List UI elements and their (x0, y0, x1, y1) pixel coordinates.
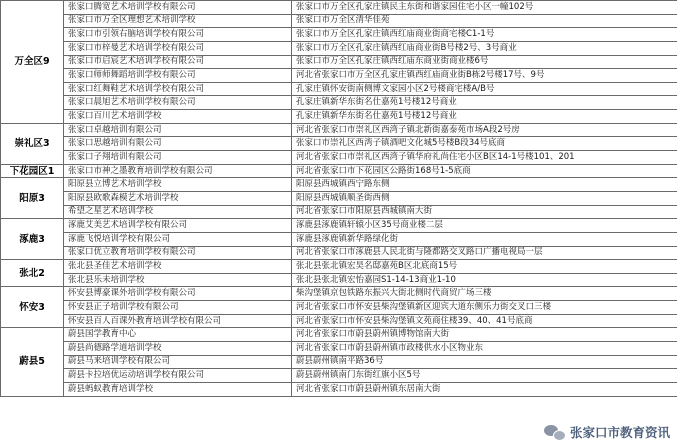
district-cell: 蔚县5 (1, 328, 64, 396)
school-name-cell: 张家口晨旭艺术培训学校有限公司 (64, 96, 292, 110)
table-row (1, 137, 677, 151)
table-row (1, 151, 677, 165)
school-name-cell: 张家口市启宸艺术培训学校有限公司 (64, 55, 292, 69)
table-row (1, 178, 677, 192)
table-row (1, 314, 677, 328)
address-cell: 河北省张家口市蔚县蔚州镇东居南大街 (292, 382, 677, 396)
table-row (1, 287, 677, 301)
address-cell: 张家口市万全区孔家庄镇西红庙商业街B号楼2号、3号商业 (292, 41, 677, 55)
address-cell: 张家口市万全区孔家庄镇西红庙东商业街商业楼6号 (292, 55, 677, 69)
address-cell: 蔚县蔚州镇南门东街红旗小区5号 (292, 369, 677, 383)
school-name-cell: 蔚县马来培训学校有限公司 (64, 355, 292, 369)
address-cell: 张家口市崇礼区西湾子镇酒吧文化城5号楼B段34号底商 (292, 137, 677, 151)
district-cell: 万全区9 (1, 1, 64, 124)
address-cell: 张家口市万全区孔家庄镇民主东街和谐家园住宅小区一幢102号 (292, 1, 677, 15)
school-name-cell: 阳原县欧歌森模艺术培训学校 (64, 191, 292, 205)
table-row (1, 232, 677, 246)
table-row (1, 1, 677, 15)
table-row (1, 219, 677, 233)
table-row (1, 123, 677, 137)
school-name-cell: 希望之星艺术培训学校 (64, 205, 292, 219)
address-cell: 涿鹿县涿鹿镇轩辕小区35号商业楼二层 (292, 219, 677, 233)
school-name-cell: 张家口卓越培训有限公司 (64, 123, 292, 137)
table-row (1, 246, 677, 260)
school-name-cell: 张家口子翔培训有限公司 (64, 151, 292, 165)
address-cell: 河北省张家口市崇礼区西湾子镇北新街嘉泰苑市场A段2号房 (292, 123, 677, 137)
table-row (1, 69, 677, 83)
district-cell: 下花园区1 (1, 164, 64, 178)
school-table-body (1, 1, 677, 397)
address-cell: 河北省张家口市怀安县柴沟堡镇文苑商住楼39、40、41号底商 (292, 314, 677, 328)
address-cell: 蔚县蔚州镇南平路36号 (292, 355, 677, 369)
address-cell: 河北省张家口市崇礼区西湾子镇华府礼尚住宅小区B区14-1号楼101、201 (292, 151, 677, 165)
table-row (1, 55, 677, 69)
table-row (1, 342, 677, 356)
table-row (1, 28, 677, 42)
table-row (1, 110, 677, 124)
table-row (1, 14, 677, 28)
address-cell: 河北省张家口市蔚县蔚州镇市政楼供水小区物业东 (292, 342, 677, 356)
district-cell: 崇礼区3 (1, 123, 64, 164)
address-cell: 孔家庄镇新华东街名仕嘉苑1号楼12号商业 (292, 96, 677, 110)
table-row (1, 164, 677, 178)
address-cell: 张家口市万全区清华佳苑 (292, 14, 677, 28)
table-row (1, 382, 677, 396)
address-cell: 河北省张家口市涿鹿县人民北街与隆都路交叉路口广播电视局一层 (292, 246, 677, 260)
school-name-cell: 蔚县卡拉培优运动培训学校有限公司 (64, 369, 292, 383)
table-row (1, 82, 677, 96)
table-row (1, 96, 677, 110)
table-row (1, 355, 677, 369)
table-row (1, 260, 677, 274)
table-row (1, 273, 677, 287)
address-cell: 河北省张家口市阳原县西城镇南大街 (292, 205, 677, 219)
school-name-cell: 张家口红舞鞋艺术培训学校有限公司 (64, 82, 292, 96)
address-cell: 河北省张家口市下花园区公路街168号1-5底商 (292, 164, 677, 178)
address-cell: 涿鹿县涿鹿镇新华路绿化街 (292, 232, 677, 246)
school-name-cell: 张家口百川艺术培训学校 (64, 110, 292, 124)
table-row (1, 369, 677, 383)
table-row (1, 41, 677, 55)
school-name-cell: 张北县圣佳艺术培训学校 (64, 260, 292, 274)
wechat-icon (544, 424, 566, 440)
address-cell: 张家口市万全区孔家庄镇西红庙商业街商宅楼C1-1号 (292, 28, 677, 42)
school-name-cell: 涿鹿飞悦培训学校有限公司 (64, 232, 292, 246)
district-cell: 怀安3 (1, 287, 64, 328)
address-cell: 河北省张家口市蔚县蔚州镇博物馆南大街 (292, 328, 677, 342)
school-name-cell: 张家口市万全区理想艺术培训学校 (64, 14, 292, 28)
address-cell: 阳原县西城镇西宁路东侧 (292, 178, 677, 192)
school-name-cell: 蔚县尚德路学道培训学校 (64, 342, 292, 356)
watermark-text: 张家口市教育资讯 (569, 425, 670, 440)
address-cell: 孔家庄镇新华东街名仕嘉苑1号楼12号商业 (292, 110, 677, 124)
table-row (1, 191, 677, 205)
school-name-cell: 涿鹿艾美艺术培训学校有限公司 (64, 219, 292, 233)
school-name-cell: 阳原县立博艺术培训学校 (64, 178, 292, 192)
table-row (1, 301, 677, 315)
address-cell: 河北省张家口市怀安县柴沟堡镇新区迎宾大道东侧乐力街交叉口三楼 (292, 301, 677, 315)
school-name-cell: 怀安县博豪课外培训学校有限公司 (64, 287, 292, 301)
school-name-cell: 张家口思越培训有限公司 (64, 137, 292, 151)
school-name-cell: 张北县乐未培训学校 (64, 273, 292, 287)
address-cell: 柴沟堡镇京包铁路东振兴大街北侧时代商贸广场三楼 (292, 287, 677, 301)
address-cell: 阳原县西城镇顺圣街西侧 (292, 191, 677, 205)
district-cell: 张北2 (1, 260, 64, 287)
address-cell: 张北县张北镇宏怡嘉园S1-14-13商业1-10 (292, 273, 677, 287)
school-name-cell: 怀安县百人百课外教育培训学校有限公司 (64, 314, 292, 328)
district-cell: 涿鹿3 (1, 219, 64, 260)
school-name-cell: 张家口市神之墨教育培训学校有限公司 (64, 164, 292, 178)
school-name-cell: 张家口市引领右脑培训学校有限公司 (64, 28, 292, 42)
address-cell: 孔家庄镇怀安街南侧博文家园小区2号楼商宅楼A/B号 (292, 82, 677, 96)
school-name-cell: 张家口腾宽艺术培训学校有限公司 (64, 1, 292, 15)
school-name-cell: 张家口市梓曼艺术培训学校有限公司 (64, 41, 292, 55)
address-cell: 河北省张家口市万全区孔家庄镇西红庙商业街B栋2号楼17号、9号 (292, 69, 677, 83)
school-name-cell: 张家口师师舞蹈培训学校有限公司 (64, 69, 292, 83)
school-name-cell: 张家口优立教育培训学校有限公司 (64, 246, 292, 260)
address-cell: 张北县张北镇宏昊名邸嘉苑B区北底商15号 (292, 260, 677, 274)
school-name-cell: 怀安县正子培训学校有限公司 (64, 301, 292, 315)
watermark (541, 422, 673, 442)
school-name-cell: 蔚县国学教育中心 (64, 328, 292, 342)
table-row (1, 328, 677, 342)
school-name-cell: 蔚县蚂蚁教育培训学校 (64, 382, 292, 396)
district-cell: 阳原3 (1, 178, 64, 219)
table-row (1, 205, 677, 219)
